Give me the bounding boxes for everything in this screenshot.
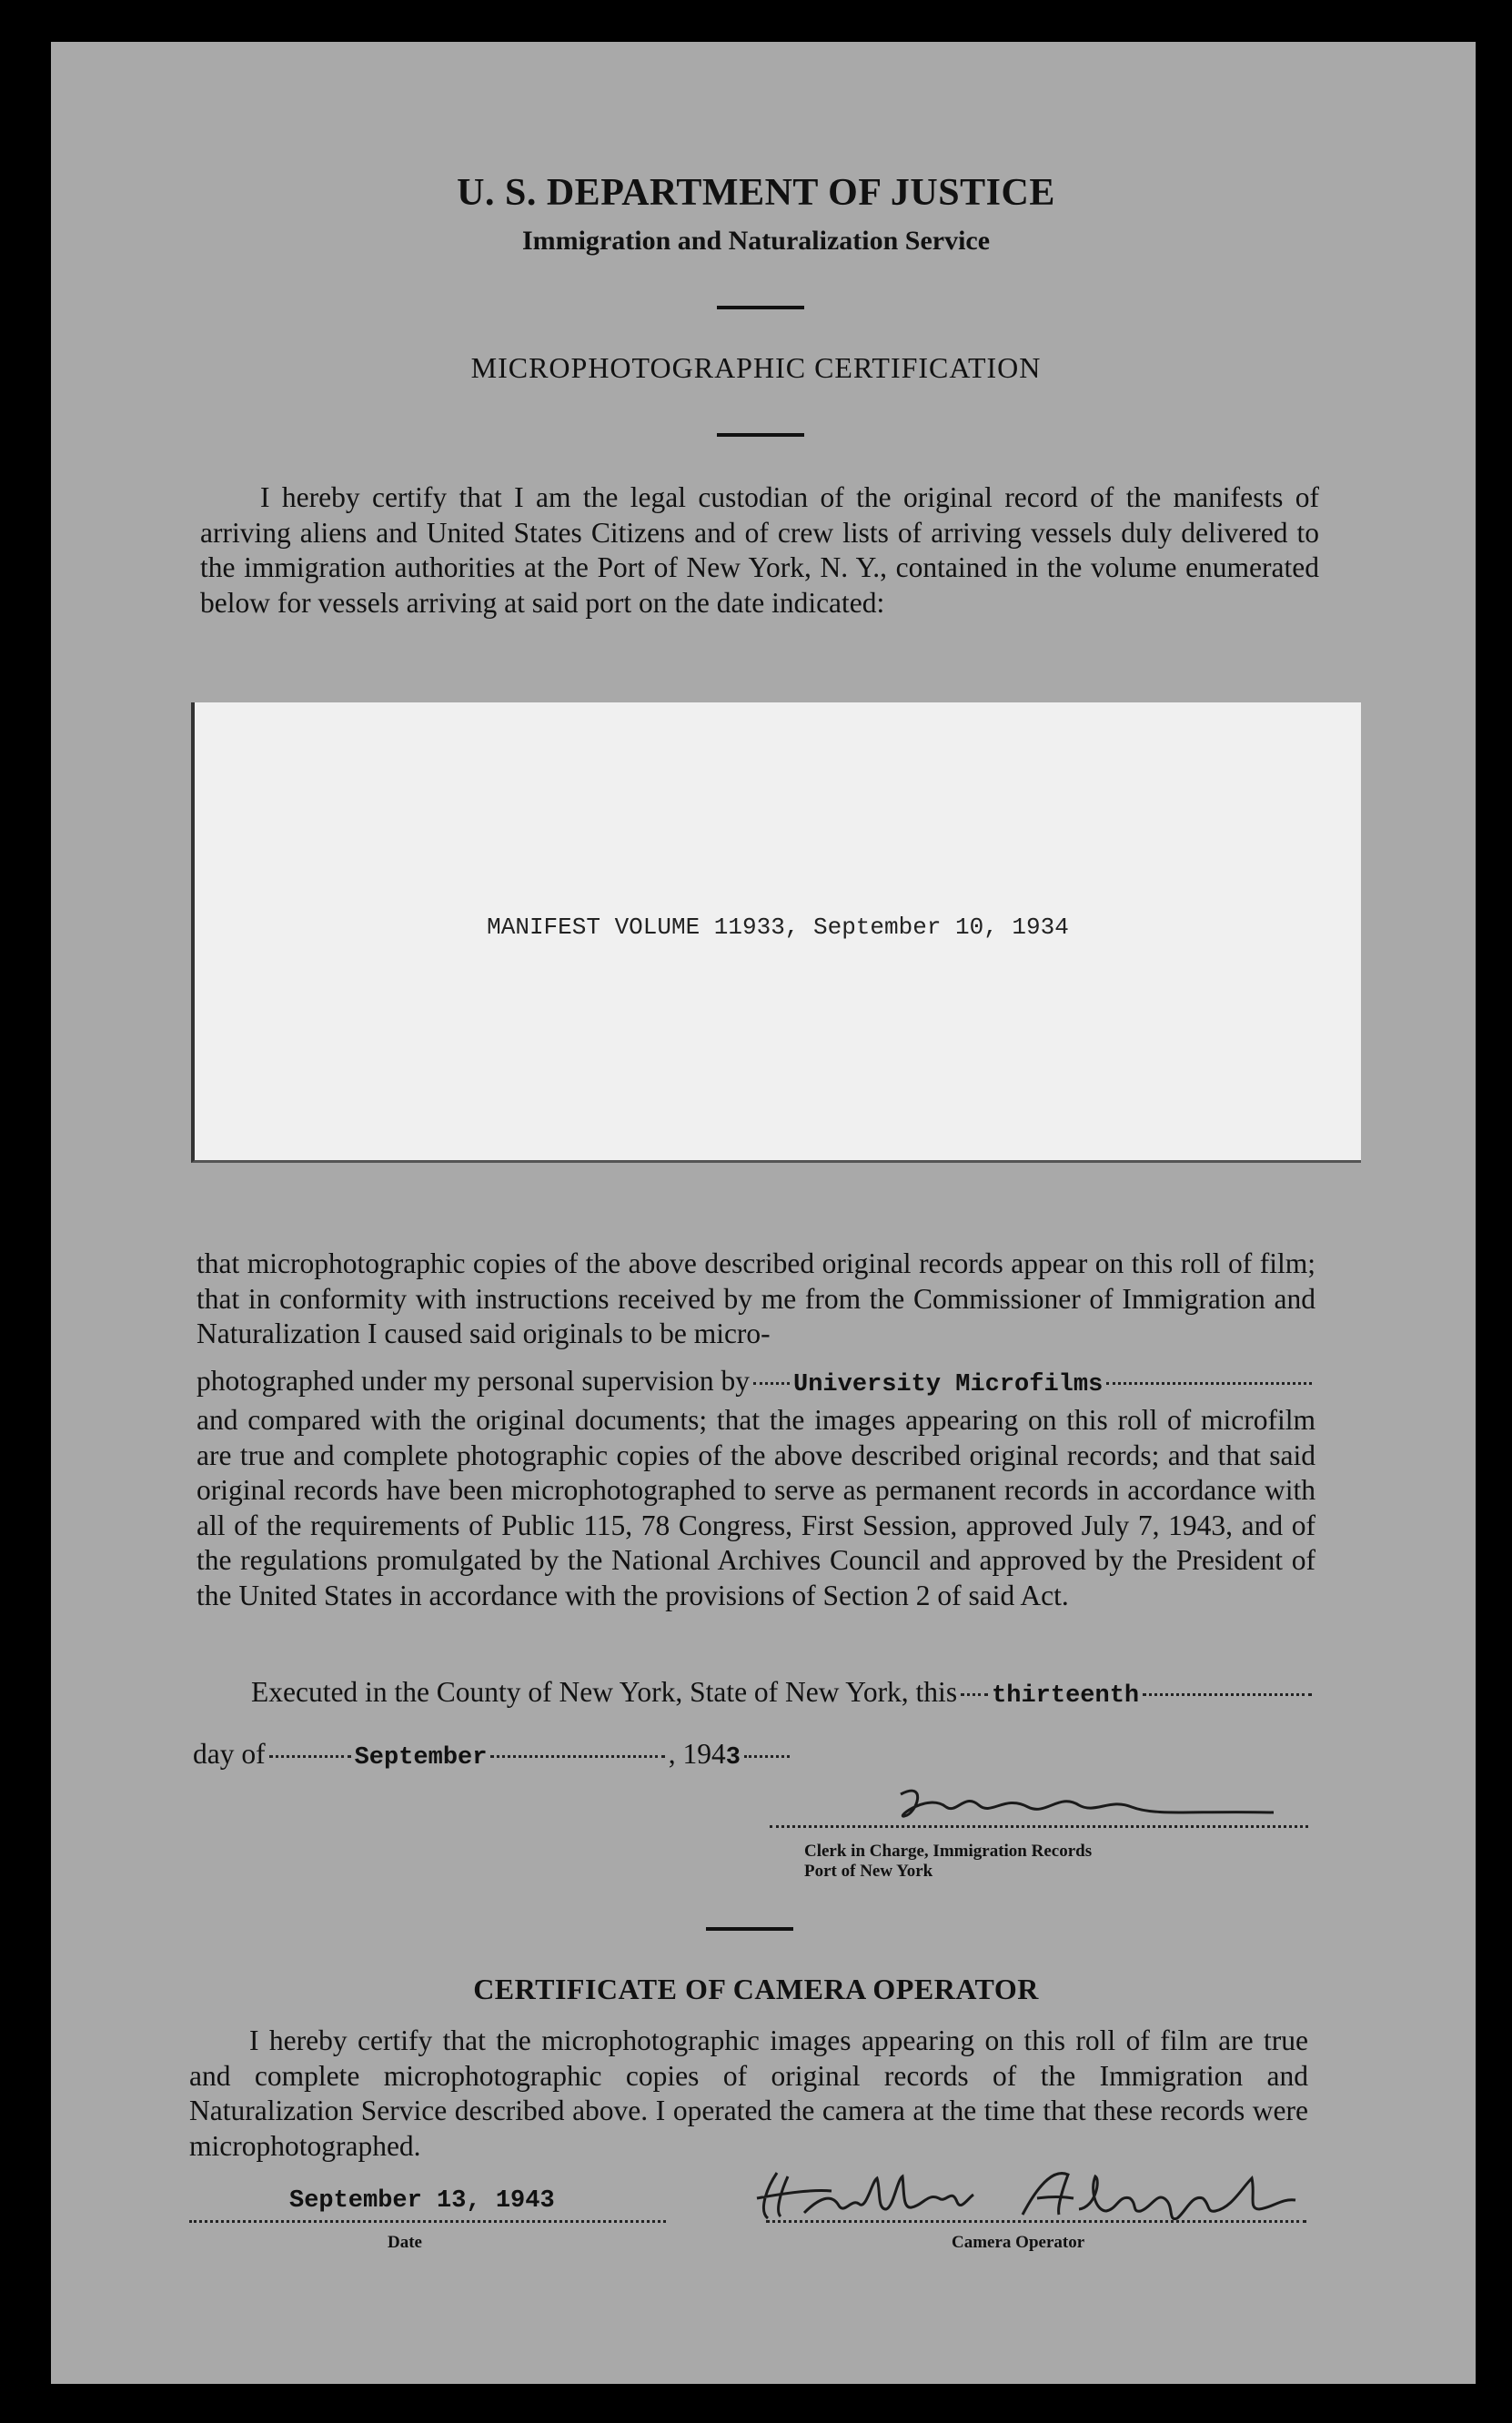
department-title: U. S. DEPARTMENT OF JUSTICE: [457, 172, 1055, 214]
volume-label: MANIFEST VOLUME 11933, September 10, 1934: [487, 914, 1069, 941]
camera-date-value: September 13, 1943: [289, 2187, 555, 2215]
supervisor-name: University Microfilms: [793, 1371, 1104, 1398]
day-of-line: [193, 1738, 793, 1772]
year-prefix: , 194: [668, 1738, 726, 1770]
year-suffix: 3: [725, 1744, 741, 1772]
dot-leader: [1106, 1382, 1312, 1385]
day-of-prefix: day of: [193, 1738, 266, 1770]
executed-prefix: Executed in the County of New York, State of New York, this: [251, 1676, 958, 1708]
body-paragraph-1: that microphotographic copies of the above described original records appear on this roll of film; that in conformity with instructions received by me from the Commissioner of Immigration and Naturalization I caused said originals to be micro-: [197, 1247, 1315, 1349]
camera-certificate-title: CERTIFICATE OF CAMERA OPERATOR: [473, 1973, 1039, 2005]
dot-leader: [490, 1755, 664, 1758]
clerk-signature-line: [770, 1825, 1308, 1828]
divider-1: [717, 306, 804, 309]
date-label: Date: [388, 2233, 422, 2252]
clerk-title-line2: Port of New York: [804, 1862, 933, 1881]
executed-line: [251, 1676, 1315, 1710]
certification-title: MICROPHOTOGRAPHIC CERTIFICATION: [470, 351, 1042, 384]
supervision-line: [197, 1365, 1315, 1398]
service-subtitle: Immigration and Naturalization Service: [521, 226, 991, 256]
dot-leader: [1143, 1693, 1312, 1696]
date-line: [189, 2220, 666, 2223]
camera-certificate-body: I hereby certify that the microphotographic images appearing on this roll of film are true and complete microphotographic copies of original records of the Immigration and Naturalization Service described above. I operated the camera at the time that these records were microphotographed.: [189, 2024, 1308, 2162]
dot-leader: [744, 1755, 790, 1758]
dot-leader: [753, 1382, 790, 1385]
supervision-prefix: photographed under my personal supervision by: [197, 1365, 751, 1397]
clerk-title-line1: Clerk in Charge, Immigration Records: [804, 1842, 1093, 1861]
camera-operator-label: Camera Operator: [952, 2233, 1085, 2252]
divider-3: [706, 1927, 793, 1931]
dot-leader: [269, 1755, 351, 1758]
clerk-title: [804, 1842, 1092, 1882]
volume-card: [191, 702, 1361, 1163]
intro-paragraph: I hereby certify that I am the legal custodian of the original record of the manifests of arriving aliens and United States Citizens and of crew lists of arriving vessels duly delivered to the immigration authorities at the Port of New York, N. Y., contained in the volume enumerated below for vessels arriving at said port on the date indicated:: [200, 481, 1319, 619]
executed-day: thirteenth: [992, 1682, 1140, 1710]
clerk-signature: [892, 1774, 1283, 1831]
body-paragraph-2: and compared with the original documents; that the images appearing on this roll of microfilm are true and complete photographic copies of the above described original records; and that said original records have been microphotographed to serve as permanent records in accordance with all of the requirements of Public 115, 78 Congress, First Session, approved July 7, 1943, and of the regulations promulgated by the National Archives Council and approved by the President of the United States in accordance with the provisions of Section 2 of said Act.: [197, 1404, 1315, 1611]
dot-leader: [961, 1693, 988, 1696]
divider-2: [717, 433, 804, 437]
operator-signature-line: [766, 2220, 1306, 2223]
operator-signature: [750, 2162, 1314, 2229]
day-of-month: September: [354, 1744, 488, 1772]
